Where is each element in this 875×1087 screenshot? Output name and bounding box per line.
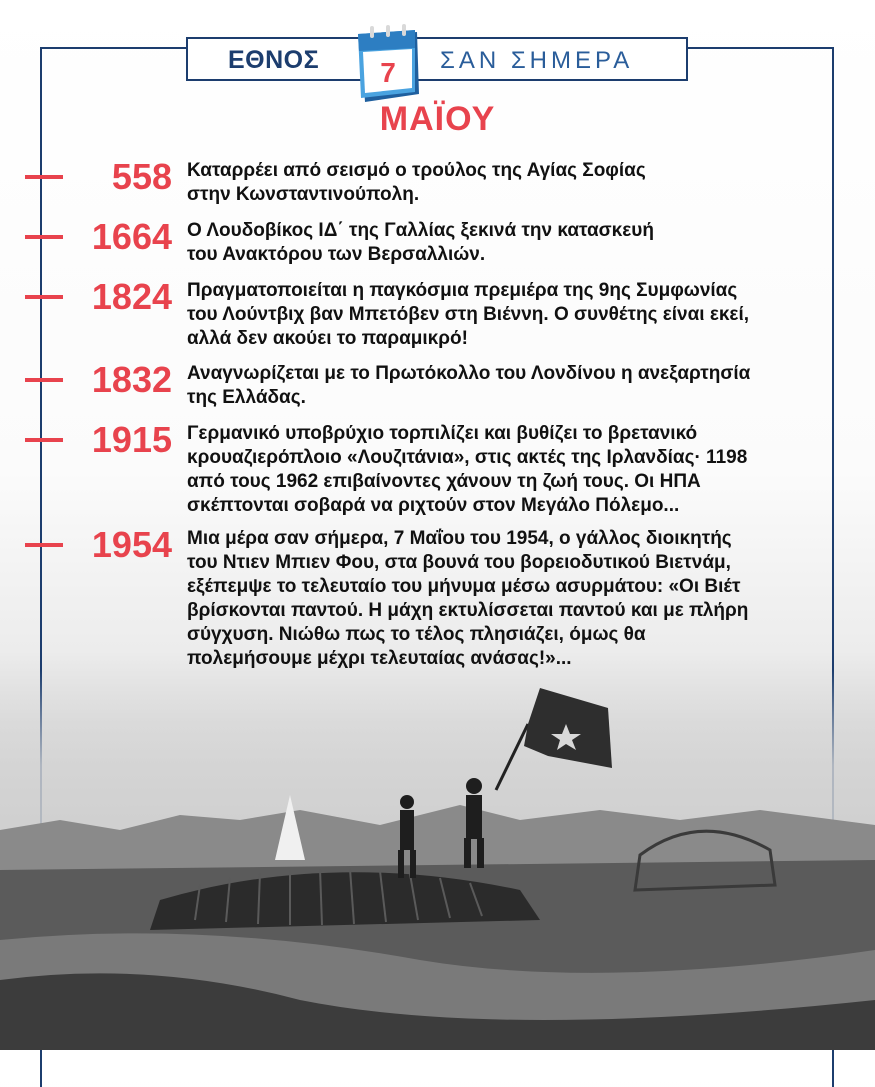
- event-line: στην Κωνσταντινούπολη.: [187, 184, 420, 205]
- event-line: πολεμήσουμε μέχρι τελευταίας ανάσας!»...: [187, 648, 572, 669]
- event-line: από τους 1962 επιβαίνοντες χάνουν τη ζωή τους. Οι ΗΠΑ: [187, 471, 701, 492]
- event-description: [187, 362, 817, 410]
- event-year: 558: [111, 156, 172, 197]
- calendar-day: 7: [380, 57, 396, 88]
- event-line: σκέπτονται σοβαρά να ριχτούν στον Μεγάλο Πόλεμο...: [187, 495, 680, 516]
- event-line: αλλά δεν ακούει το παραμικρό!: [187, 328, 468, 349]
- event-line: Γερμανικό υποβρύχιο τορπιλίζει και βυθίζει το βρετανικό: [187, 423, 698, 444]
- event-description: [187, 159, 817, 207]
- timeline-dash: [25, 438, 63, 442]
- event-description: [187, 279, 817, 351]
- event-year: 1664: [91, 216, 172, 257]
- event-line: βρίσκονται παντού. Η μάχη εκτυλίσσεται παντού και με πλήρη: [187, 600, 749, 621]
- event-line: του Ανακτόρου των Βερσαλλιών.: [187, 244, 486, 265]
- event-year: 1832: [91, 359, 172, 400]
- timeline-dash: [25, 235, 63, 239]
- event-line: κρουαζιερόπλοιο «Λουζιτάνια», στις ακτές της Ιρλανδίας· 1198: [187, 447, 748, 468]
- event-line: του Λούντβιχ βαν Μπετόβεν στη Βιέννη. Ο συνθέτης είναι εκεί,: [187, 304, 750, 325]
- event-year: 1915: [91, 419, 172, 460]
- timeline-dash: [25, 295, 63, 299]
- calendar-icon: [355, 24, 421, 104]
- event-line: εξέπεμψε το τελευταίο του μήνυμα μέσω ασυρμάτου: «Οι Βιέτ: [187, 576, 741, 597]
- event-line: Αναγνωρίζεται με το Πρωτόκολλο του Λονδίνου η ανεξαρτησία: [187, 363, 751, 384]
- event-description: [187, 422, 817, 518]
- event-line: της Ελλάδας.: [187, 387, 306, 408]
- event-description: [187, 219, 817, 267]
- timeline-dash: [25, 543, 63, 547]
- event-year: 1954: [91, 524, 172, 565]
- event-description: [187, 527, 817, 671]
- event-line: σύγχυση. Νιώθω πως το τέλος πλησιάζει, όμως θα: [187, 624, 646, 645]
- historical-photo: [0, 670, 875, 1050]
- event-line: Μια μέρα σαν σήμερα, 7 Μαΐου του 1954, ο γάλλος διοικητής: [187, 528, 732, 549]
- event-line: Πραγματοποιείται η παγκόσμια πρεμιέρα της 9ης Συμφωνίας: [187, 280, 738, 301]
- timeline-dash: [25, 175, 63, 179]
- event-line: Καταρρέει από σεισμό ο τρούλος της Αγίας Σοφίας: [187, 160, 646, 181]
- month-title: ΜΑΪΟΥ: [379, 100, 496, 138]
- event-line: του Ντιεν Μπιεν Φου, στα βουνά του βορειοδυτικού Βιετνάμ,: [187, 552, 731, 573]
- brand-logo: ΕΘΝΟΣ: [228, 46, 320, 74]
- timeline-dash: [25, 378, 63, 382]
- header-banner: [186, 37, 688, 81]
- header-tagline: ΣΑΝ ΣΗΜΕΡΑ: [440, 47, 634, 74]
- event-year: 1824: [91, 276, 172, 317]
- event-line: Ο Λουδοβίκος ΙΔ΄ της Γαλλίας ξεκινά την κατασκευή: [187, 220, 654, 241]
